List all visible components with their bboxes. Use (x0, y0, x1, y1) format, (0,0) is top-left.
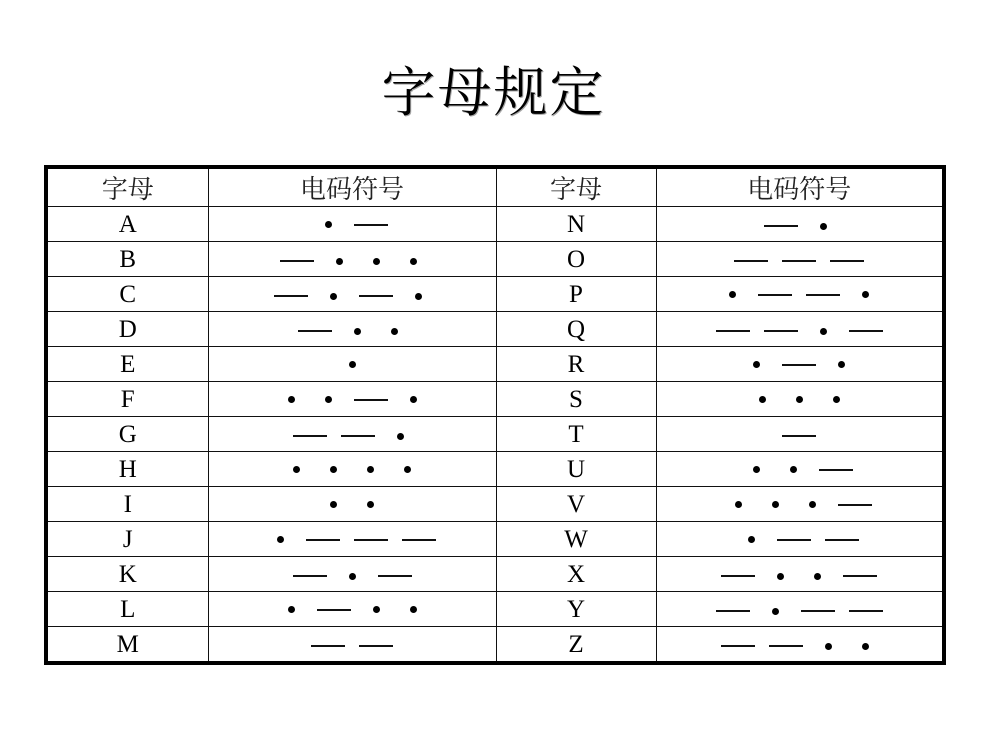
morse-code-cell (208, 382, 496, 417)
dash-icon (716, 610, 750, 612)
morse-code (738, 355, 860, 375)
dash-icon (758, 294, 792, 296)
morse-code-cell (208, 487, 496, 522)
table-row (46, 277, 944, 312)
dash-icon (341, 435, 375, 437)
dash-icon (293, 575, 327, 577)
dot-icon (862, 291, 869, 298)
dash-icon (782, 364, 816, 366)
morse-code-cell (656, 627, 944, 664)
letter-cell: N (496, 207, 656, 242)
morse-code-cell (208, 592, 496, 627)
dot-icon (349, 573, 356, 580)
morse-code-cell (656, 347, 944, 382)
dash-icon (378, 575, 412, 577)
morse-code (738, 460, 860, 480)
dash-icon (721, 575, 755, 577)
dot-icon (288, 606, 295, 613)
table-row (46, 417, 944, 452)
dot-icon (373, 606, 380, 613)
morse-code (286, 566, 419, 586)
morse-code (291, 321, 413, 341)
morse-code-cell (656, 487, 944, 522)
morse-code-cell (208, 312, 496, 347)
table-row (46, 522, 944, 557)
dash-icon (359, 645, 393, 647)
table-row (46, 312, 944, 347)
morse-code-cell (208, 242, 496, 277)
dash-icon (293, 435, 327, 437)
letter-cell: D (46, 312, 208, 347)
dot-icon (796, 396, 803, 403)
table-header-row (46, 167, 944, 207)
dot-icon (349, 361, 356, 368)
table-row (46, 592, 944, 627)
morse-code (733, 530, 866, 550)
letter-cell: B (46, 242, 208, 277)
dash-icon (721, 645, 755, 647)
dot-icon (330, 501, 337, 508)
morse-code (709, 321, 890, 341)
dot-icon (748, 536, 755, 543)
dot-icon (325, 221, 332, 228)
dot-icon (410, 396, 417, 403)
dash-icon (843, 575, 877, 577)
dash-icon (280, 260, 314, 262)
letter-cell: K (46, 557, 208, 592)
morse-code-cell (208, 522, 496, 557)
dot-icon (397, 433, 404, 440)
morse-code (315, 495, 389, 515)
dot-icon (825, 643, 832, 650)
morse-code (727, 251, 871, 271)
dash-icon (849, 330, 883, 332)
morse-code-table (44, 165, 946, 665)
dot-icon (814, 573, 821, 580)
letter-cell: Y (496, 592, 656, 627)
dash-icon (838, 504, 872, 506)
morse-code (775, 426, 823, 446)
header-code-right: 电码符号 (656, 167, 944, 207)
header-letter-left: 字母 (46, 167, 208, 207)
dash-icon (306, 539, 340, 541)
morse-code-cell (208, 277, 496, 312)
dot-icon (820, 328, 827, 335)
morse-code (310, 215, 395, 235)
letter-cell: J (46, 522, 208, 557)
morse-code (709, 601, 890, 621)
dot-icon (759, 396, 766, 403)
dot-icon (410, 258, 417, 265)
morse-code-cell (208, 207, 496, 242)
morse-code (304, 636, 400, 656)
dash-icon (806, 294, 840, 296)
table-row (46, 452, 944, 487)
dash-icon (354, 539, 388, 541)
morse-code-cell (656, 277, 944, 312)
letter-cell: L (46, 592, 208, 627)
dot-icon (293, 466, 300, 473)
dash-icon (716, 330, 750, 332)
dot-icon (336, 258, 343, 265)
dash-icon (734, 260, 768, 262)
letter-cell: H (46, 452, 208, 487)
letter-cell: I (46, 487, 208, 522)
letter-cell: U (496, 452, 656, 487)
letter-cell: W (496, 522, 656, 557)
header-letter-right: 字母 (496, 167, 656, 207)
dot-icon (729, 291, 736, 298)
dot-icon (373, 258, 380, 265)
letter-cell: E (46, 347, 208, 382)
table-row (46, 347, 944, 382)
table-row (46, 557, 944, 592)
table-row (46, 207, 944, 242)
dash-icon (782, 435, 816, 437)
dash-icon (764, 225, 798, 227)
dash-icon (354, 399, 388, 401)
dot-icon (809, 501, 816, 508)
dot-icon (862, 643, 869, 650)
dash-icon (819, 469, 853, 471)
morse-code-cell (208, 347, 496, 382)
letter-cell: O (496, 242, 656, 277)
morse-code-cell (656, 522, 944, 557)
dash-icon (311, 645, 345, 647)
dash-icon (354, 224, 388, 226)
dot-icon (820, 223, 827, 230)
morse-code (273, 251, 432, 271)
dot-icon (404, 466, 411, 473)
morse-code-cell (656, 242, 944, 277)
dot-icon (753, 361, 760, 368)
morse-code-cell (656, 207, 944, 242)
letter-cell: R (496, 347, 656, 382)
dot-icon (735, 501, 742, 508)
morse-code (757, 216, 842, 236)
morse-code (714, 285, 884, 305)
header-code-left: 电码符号 (208, 167, 496, 207)
dash-icon (830, 260, 864, 262)
table-row (46, 627, 944, 664)
dot-icon (772, 608, 779, 615)
morse-code-cell (208, 557, 496, 592)
dot-icon (838, 361, 845, 368)
dash-icon (298, 330, 332, 332)
dash-icon (777, 539, 811, 541)
letter-cell: M (46, 627, 208, 664)
morse-code (262, 530, 443, 550)
letter-cell: G (46, 417, 208, 452)
morse-code (267, 286, 437, 306)
morse-code-cell (208, 627, 496, 664)
dot-icon (277, 536, 284, 543)
letter-cell: P (496, 277, 656, 312)
morse-code (714, 636, 884, 656)
morse-code (286, 426, 419, 446)
dot-icon (415, 293, 422, 300)
table-row (46, 487, 944, 522)
dot-icon (354, 328, 361, 335)
dot-icon (325, 396, 332, 403)
morse-code (744, 390, 855, 410)
morse-code (714, 566, 884, 586)
dash-icon (359, 295, 393, 297)
morse-code-cell (656, 417, 944, 452)
morse-code (334, 355, 371, 375)
dot-icon (753, 466, 760, 473)
dash-icon (849, 610, 883, 612)
morse-code-cell (208, 417, 496, 452)
dash-icon (825, 539, 859, 541)
morse-code (720, 495, 879, 515)
dot-icon (772, 501, 779, 508)
dot-icon (288, 396, 295, 403)
letter-cell: F (46, 382, 208, 417)
dash-icon (769, 645, 803, 647)
letter-cell: Z (496, 627, 656, 664)
dot-icon (367, 501, 374, 508)
morse-code-cell (656, 592, 944, 627)
letter-cell: Q (496, 312, 656, 347)
page-title: 字母规定 (381, 61, 606, 124)
dot-icon (330, 293, 337, 300)
dash-icon (402, 539, 436, 541)
morse-code-cell (656, 452, 944, 487)
dot-icon (391, 328, 398, 335)
morse-code-cell (208, 452, 496, 487)
letter-cell: S (496, 382, 656, 417)
letter-cell: A (46, 207, 208, 242)
dot-icon (410, 606, 417, 613)
dot-icon (790, 466, 797, 473)
morse-code (278, 460, 426, 480)
morse-code (273, 390, 432, 410)
letter-cell: T (496, 417, 656, 452)
dash-icon (764, 330, 798, 332)
morse-code-cell (656, 382, 944, 417)
table-row (46, 382, 944, 417)
dash-icon (274, 295, 308, 297)
dash-icon (782, 260, 816, 262)
dot-icon (367, 466, 374, 473)
dot-icon (777, 573, 784, 580)
dot-icon (330, 466, 337, 473)
letter-cell: V (496, 487, 656, 522)
letter-cell: X (496, 557, 656, 592)
morse-code (273, 600, 432, 620)
letter-cell: C (46, 277, 208, 312)
morse-code-cell (656, 557, 944, 592)
morse-code-cell (656, 312, 944, 347)
table-row (46, 242, 944, 277)
dash-icon (317, 609, 351, 611)
dot-icon (833, 396, 840, 403)
dash-icon (801, 610, 835, 612)
